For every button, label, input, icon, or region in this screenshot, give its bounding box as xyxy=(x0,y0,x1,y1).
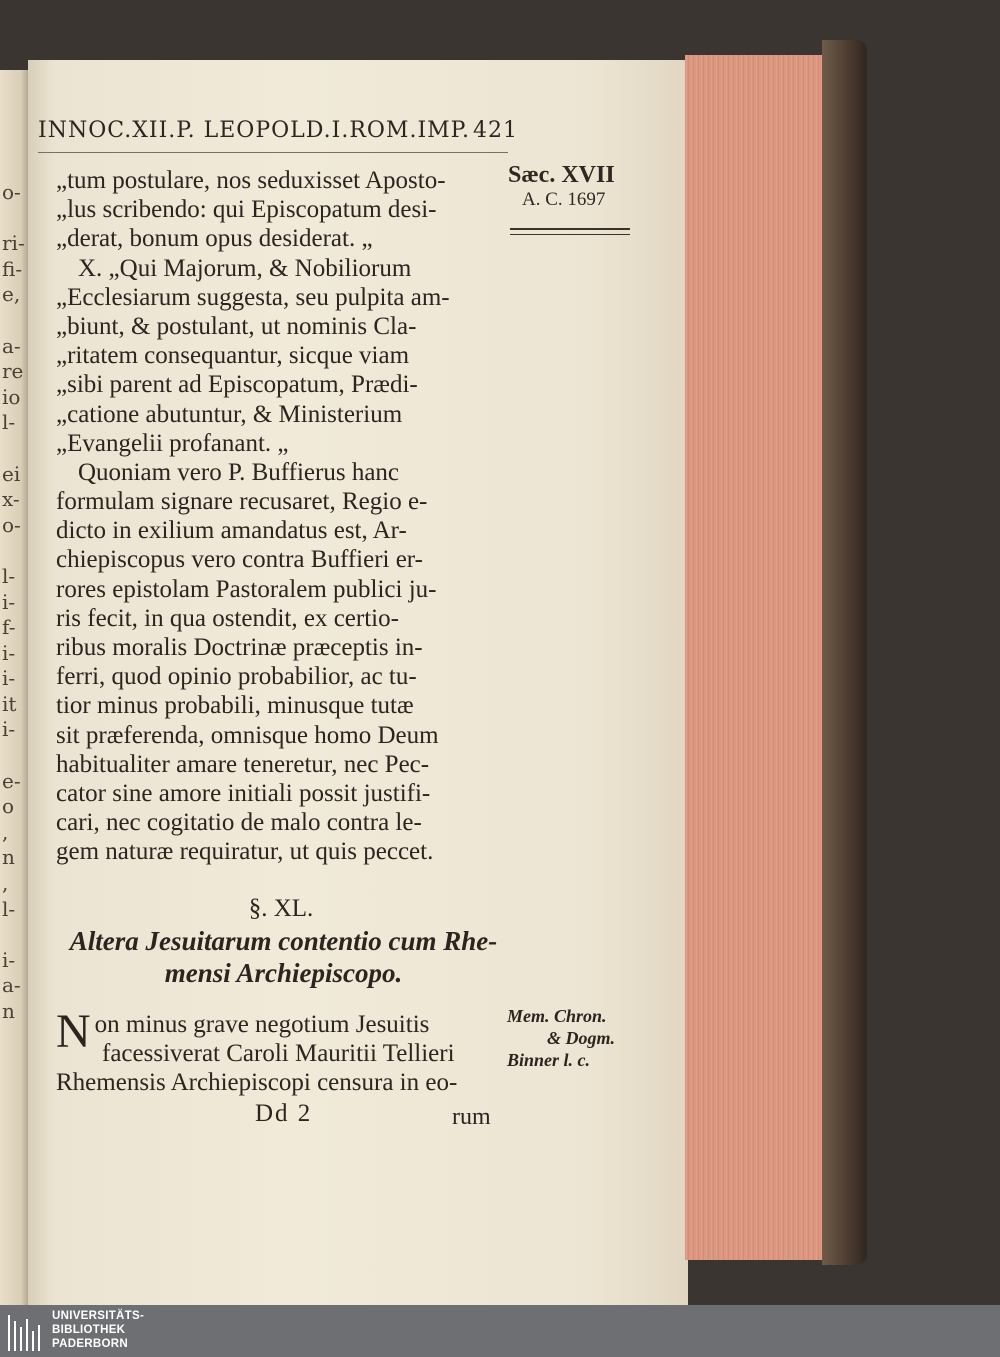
para2-line2: facessiverat Caroli Mauritii Tellieri xyxy=(102,1040,455,1068)
library-name xyxy=(52,1309,144,1351)
text-line: ris fecit, in qua ostendit, ex certio- xyxy=(56,604,399,632)
section-title-line1: Altera Jesuitarum contentio cum Rhe- xyxy=(69,926,498,956)
page-block-edge xyxy=(685,55,825,1260)
text-line: tior minus probabili, minusque tutæ xyxy=(56,692,414,720)
text-line: sit præferenda, omnisque homo Deum xyxy=(56,721,439,749)
left-page-fragment: l- xyxy=(2,896,16,921)
page-number: 421 xyxy=(473,118,518,143)
left-page-fragment: i- xyxy=(2,640,16,665)
left-page-fragment: ei xyxy=(2,461,21,486)
text-line: „lus scribendo: qui Episcopatum desi- xyxy=(56,196,437,224)
para2-line3: Rhemensis Archiepiscopi censura in eo- xyxy=(56,1069,458,1097)
text-line: „sibi parent ad Episcopatum, Prædi- xyxy=(56,371,418,399)
catchword: rum xyxy=(452,1104,491,1130)
margin-century: Sæc. XVII xyxy=(508,162,615,188)
left-page-fragment: l- xyxy=(2,563,16,588)
left-page-fragment: re xyxy=(2,359,24,384)
text-line: „catione abutuntur, & Ministerium xyxy=(56,400,403,428)
para2-line1: on minus grave negotium Jesuitis xyxy=(94,1011,430,1038)
left-page-fragment: , xyxy=(2,871,9,896)
left-page-fragment xyxy=(0,308,30,334)
margin-source-note xyxy=(507,1005,637,1071)
body-text xyxy=(56,166,506,867)
header-rule xyxy=(38,152,508,153)
left-page-fragment: n xyxy=(2,999,15,1023)
left-page-edge xyxy=(0,70,30,1305)
left-page-fragment: i- xyxy=(2,947,16,972)
text-line: rores epistolam Pastoralem publici ju- xyxy=(56,575,437,603)
margin-rule xyxy=(510,228,630,235)
left-page-fragment: o xyxy=(2,794,15,819)
text-line: cari, nec cogitatio de malo contra le- xyxy=(56,809,422,837)
left-page-fragment: a- xyxy=(2,333,21,358)
text-line: ferri, quod opinio probabilior, ac tu- xyxy=(56,663,417,691)
margin-source-line2: & Dogm. xyxy=(547,1028,616,1048)
left-page-fragment: it xyxy=(2,691,17,716)
text-line: Quoniam vero P. Buffierus hanc xyxy=(78,458,400,486)
left-page-fragment xyxy=(0,743,30,769)
section-title xyxy=(56,925,511,989)
left-page-fragment xyxy=(0,922,30,948)
left-page-fragments xyxy=(0,180,30,1025)
margin-source-line3: Binner l. c. xyxy=(507,1050,591,1070)
margin-source-line1: Mem. Chron. xyxy=(507,1006,607,1026)
text-line: „derat, bonum opus desiderat. „ xyxy=(56,225,373,253)
text-line: chiepiscopus vero contra Buffieri er- xyxy=(56,546,423,574)
left-page-fragment: a- xyxy=(2,973,21,998)
signature-mark: Dd 2 xyxy=(255,1100,313,1127)
left-page-fragment: e, xyxy=(2,282,21,307)
left-page-fragment: f- xyxy=(2,615,16,640)
paragraph-two xyxy=(56,1005,506,1098)
left-page-fragment: o- xyxy=(2,180,21,204)
left-page-fragment: i- xyxy=(2,666,16,691)
text-line: „biunt, & postulant, ut nominis Cla- xyxy=(56,312,417,340)
left-page-fragment: i- xyxy=(2,717,16,742)
running-title: INNOC.XII.P. LEOPOLD.I.ROM.IMP. xyxy=(38,118,470,143)
text-line: ribus moralis Doctrinæ præceptis in- xyxy=(56,634,423,661)
left-page-fragment: e- xyxy=(2,768,21,793)
text-line: „Ecclesiarum suggesta, seu pulpita am- xyxy=(56,283,450,311)
left-page-fragment: x- xyxy=(2,487,20,512)
left-page-fragment: n xyxy=(2,845,15,870)
left-page-fragment: o- xyxy=(2,512,21,537)
left-page-fragment: ri- xyxy=(2,231,25,256)
library-footer xyxy=(0,1305,1000,1357)
left-page-fragment xyxy=(0,206,30,232)
drop-cap: N xyxy=(56,1005,91,1058)
text-line: gem naturæ requiratur, ut quis peccet. xyxy=(56,838,434,866)
left-page-fragment xyxy=(0,538,30,564)
left-page-fragment: l- xyxy=(2,410,16,435)
margin-date-note xyxy=(508,162,638,212)
running-header xyxy=(38,118,518,154)
text-line: dicto in exilium amandatus est, Ar- xyxy=(56,517,407,545)
left-page-fragment: , xyxy=(2,819,9,844)
text-line: habitualiter amare teneretur, nec Pec- xyxy=(56,750,430,778)
text-line: „Evangelii profanant. „ xyxy=(56,429,289,457)
library-name-line1: UNIVERSITÄTS- xyxy=(52,1310,145,1322)
library-logo-icon xyxy=(8,1311,44,1351)
text-line: cator sine amore initiali possit justifi- xyxy=(56,779,431,807)
text-line: X. „Qui Majorum, & Nobiliorum xyxy=(78,254,412,282)
text-line: „ritatem consequantur, sicque viam xyxy=(56,342,410,370)
library-name-line2: BIBLIOTHEK xyxy=(52,1324,126,1336)
left-page-fragment: io xyxy=(2,384,21,409)
text-line: „tum postulare, nos seduxisset Aposto- xyxy=(56,167,446,194)
library-name-line3: PADERBORN xyxy=(52,1338,128,1350)
section-title-line2: mensi Archiepiscopo. xyxy=(164,958,403,988)
left-page-fragment: fi- xyxy=(2,256,23,281)
section-number: §. XL. xyxy=(248,895,314,922)
text-line: formulam signare recusaret, Regio e- xyxy=(56,488,428,516)
left-page-fragment xyxy=(0,436,30,462)
left-page-fragment: i- xyxy=(2,589,16,614)
margin-year: A. C. 1697 xyxy=(522,189,606,210)
book-cover xyxy=(822,40,867,1265)
